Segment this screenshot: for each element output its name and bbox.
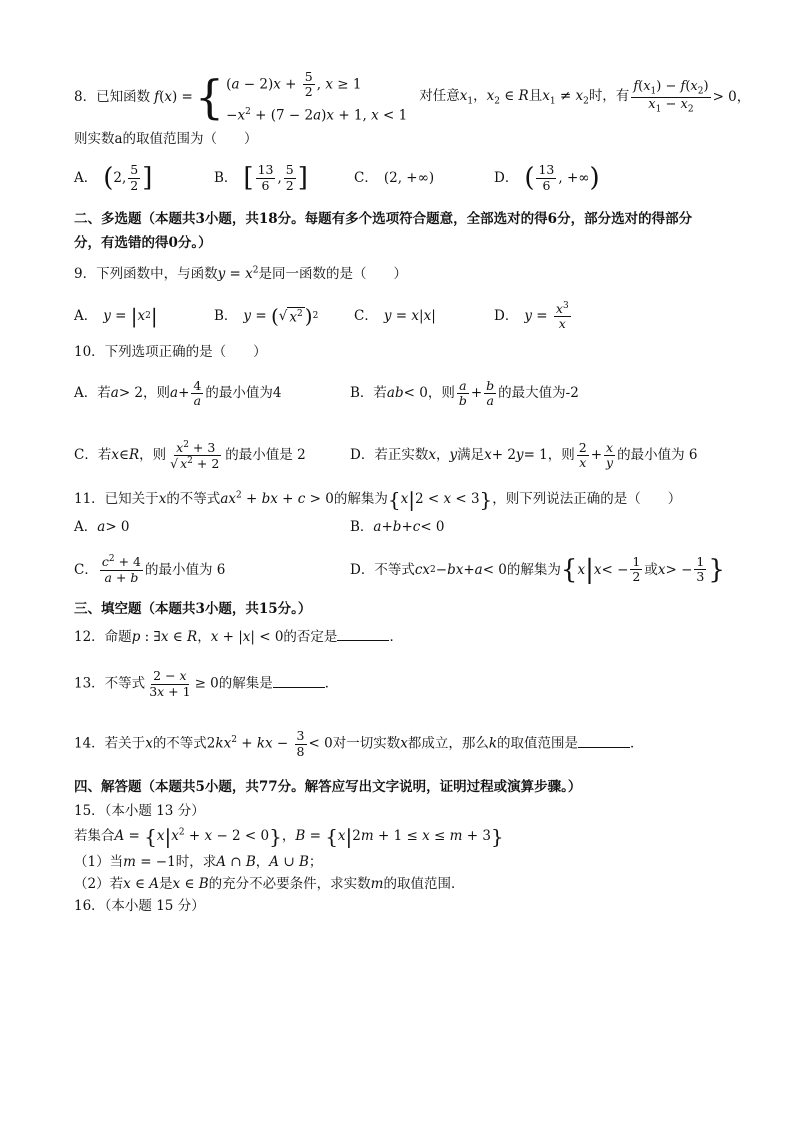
q8-option-c[interactable]: C． (2, +∞) [354, 170, 435, 187]
q8-option-a[interactable]: A． ( 2, $\frac{5}{2}$ ] [74, 162, 153, 194]
q11-option-b[interactable]: B． a + b + c < 0 [350, 518, 445, 535]
q8-number: 8． [74, 88, 97, 105]
question-10: 10．下列选项正确的是（ ） [74, 344, 267, 361]
q8-option-d[interactable]: D． ( $\frac{13}{6}$ , +∞ ) [494, 162, 600, 194]
q8-option-b[interactable]: B． [ $\frac{13}{6}$ , $\frac{5}{2}$ ] [214, 162, 308, 194]
section-3-heading: 三、填空题（本题共3小题，共15分。） [74, 600, 312, 617]
q9-option-a[interactable]: A． y = | x 2 | [74, 304, 158, 329]
q11-option-a[interactable]: A． a > 0 [74, 518, 130, 535]
question-15-sets: 若集合$A = \{x|x^2 + x - 2 < 0\}$，B = {x|2m + 1 ≤ x ≤ m + 3} [74, 824, 504, 849]
q8-condition-tail: > 0， [712, 88, 751, 105]
q8-line-2: 则实数a的取值范围为（ ） [74, 131, 258, 147]
q11-option-d[interactable]: D．不等式 cx 2 − bx + a < 0的解集为 { x | x < − $\frac{1}{2}$ 或 x > − $\frac{1}{3}$ } [350, 553, 725, 585]
q13-answer-blank[interactable] [273, 675, 325, 688]
question-12: 12．命题p : ∃x ∈ R，x + |x| < 0的否定是 ． [74, 629, 403, 646]
question-8 [74, 68, 751, 124]
question-13: 13．不等式 $\frac{2 - x}{3x + 1}$ ≥ 0的解集是 ． [74, 668, 339, 699]
q10-options-ab [74, 372, 734, 416]
q8-lead: 已知函数 [96, 88, 151, 105]
q9-option-d[interactable]: D． y = $\frac{x^3}{x}$ [494, 300, 569, 332]
q11-options-cd [74, 548, 734, 592]
q10-option-d[interactable]: D．若正实数 x ， y 满足 x + 2 y = 1，则 $\frac{2}{x}$ + $\frac{x}{y}$ 的最小值为 6 [350, 439, 698, 471]
q10-options-cd [74, 432, 734, 480]
q11-options-ab [74, 518, 734, 536]
q8-options [74, 158, 734, 198]
question-15-part-1: （1）当m = −1时，求A ∩ B，A ∪ B； [74, 853, 323, 870]
question-11: 11．已知关于x的不等式$ax^2$ + bx + c > 0的解集为{x|2 < x < 3}，则下列说法正确的是（ ） [74, 487, 682, 512]
question-14: 14．若关于x的不等式$2kx^2$ + kx − $\frac{3}{8}$ < 0对一切实数x都成立，那么k的取值范围是 ． [74, 728, 644, 759]
q9-option-b[interactable]: B． y = ( √ $x^2$ ) 2 [214, 304, 319, 329]
section-2-heading: 二、多选题（本题共3小题，共18分。每题有多个选项符合题意，全部选对的得6分，部分选对的得部分 [74, 211, 693, 228]
q8-case-1: (a − 2)x + $\frac{5}{2}$ , x ≥ 1 [226, 68, 362, 100]
q10-option-a[interactable]: A．若 a > 2，则 a + $\frac{4}{a}$ 的最小值为4 [74, 377, 282, 409]
q8-condition-fraction: $\frac{f(x_1) - f(x_2)}{x_1 - x_2}$ [633, 78, 709, 115]
q14-answer-blank[interactable] [578, 735, 630, 748]
section-2-heading-cont: 分，有选错的得0分。） [74, 235, 212, 252]
question-15-part-2: （2）若x ∈ A是x ∈ B的充分不必要条件，求实数m的取值范围． [74, 875, 465, 892]
q12-answer-blank[interactable] [337, 628, 389, 641]
q11-option-c[interactable]: C． $\frac{c^2 + 4}{a + b}$ 的最小值为 6 [74, 554, 226, 585]
q8-piecewise: { (a − 2)x + $\frac{5}{2}$ , x ≥ 1 $-x^2 + (7 - 2a)x + 1$, x < 1 [194, 68, 408, 124]
q9-options [74, 299, 734, 333]
q8-case-2: $-x^2 + (7 - 2a)x + 1$, x < 1 [226, 106, 408, 124]
question-9: 9．下列函数中，与函数$y = x^2$是同一函数的是（ ） [74, 265, 407, 283]
section-4-heading: 四、解答题（本题共5小题，共77分。解答应写出文字说明，证明过程或演算步骤。） [74, 779, 582, 796]
q10-option-c[interactable]: C．若 x ∈ R ，则 $\frac{x^2 + 3}{√ x^2 + 2}$ 的最小值是 2 [74, 439, 306, 472]
question-15-heading: 15．（本小题 13 分） [74, 803, 205, 820]
q8-fx: f(x) = [154, 88, 193, 105]
question-16-heading: 16．（本小题 15 分） [74, 898, 205, 915]
q9-option-c[interactable]: C． y = x | x | [354, 308, 436, 325]
q8-condition: 对任意$x_1$，$x_2$ ∈ R且$x_1 \ne x_2$时，有 [419, 87, 630, 107]
q10-option-b[interactable]: B．若 ab < 0，则 $\frac{a}{b}$ + $\frac{b}{a}$ 的最大值为-2 [350, 377, 579, 409]
exam-page [74, 68, 751, 915]
